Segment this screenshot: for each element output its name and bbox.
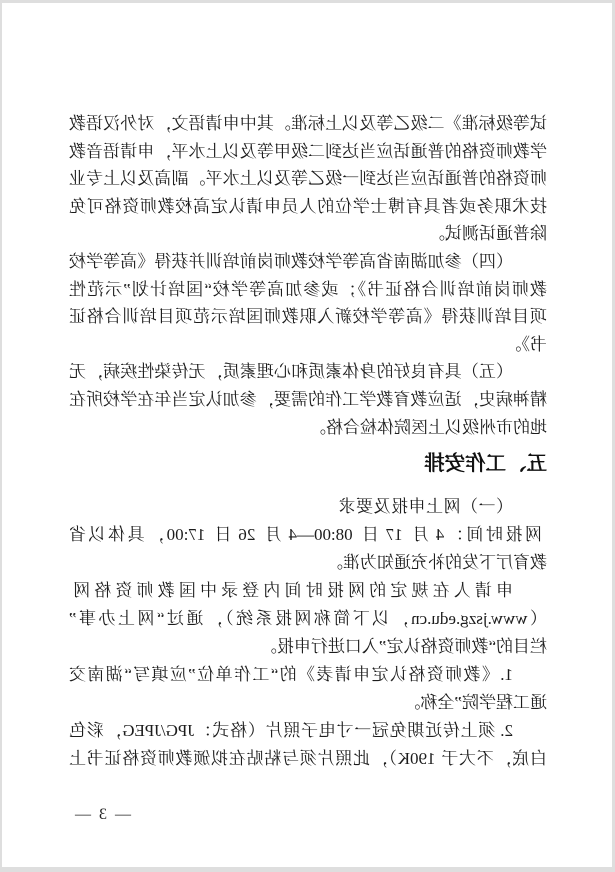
text-line: （一）网上申报及要求 xyxy=(338,497,513,517)
text-line: 教师岗前培训合格证书》；或参加高等学校“国培计划”示范性 xyxy=(69,279,547,299)
text-line: 栏目的“教师资格认定”入口进行申报。 xyxy=(259,637,547,657)
paragraph-block-lower xyxy=(69,493,547,773)
page-number: — 3 — xyxy=(73,806,131,824)
text-line: 书》。 xyxy=(504,334,547,354)
text-line: 白底，不大于 190K），此照片须与粘贴在拟颁教师资格证书上 xyxy=(69,749,547,769)
text-line: 学教师资格的普通话应当达到二级甲等及以上水平，申请语音教 xyxy=(69,141,547,161)
text-line: 地的市州级以上医院体检合格。 xyxy=(309,417,547,437)
text-line: 2. 须上传近期免冠一寸电子照片（格式：JPG/JPEG，彩色 xyxy=(69,721,513,741)
document-body xyxy=(69,110,547,825)
text-line: 项目培训获得《高等学校新入职教师国培示范项目培训合格证 xyxy=(69,307,547,327)
text-line: （五）具有良好的身体素质和心理素质，无传染性疾病，无 xyxy=(69,362,513,382)
text-line: 精神病史，适应教育教学工作的需要，参加认定当年在学校所在 xyxy=(69,389,547,409)
text-line: 试等级标准》二级乙等及以上标准。其中申请语文，对外汉语教 xyxy=(69,114,547,133)
paragraph-block-upper xyxy=(69,110,547,477)
text-line: 除普通话测试。 xyxy=(428,224,547,244)
mirrored-scan-layer xyxy=(2,3,612,867)
text-line: 通工程学院”全称。 xyxy=(403,693,547,713)
text-line: 师资格的普通话应当达到一级乙等及以上水平。副高及以上专业 xyxy=(69,169,547,189)
text-line: 教育厅下发的补充通知为准。 xyxy=(326,553,547,573)
text-line: 技术职务或者具有博士学位的人员申请认定高校教师资格可免 xyxy=(69,196,547,216)
document-page xyxy=(2,3,612,867)
section-heading: 五、工作安排 xyxy=(424,452,547,476)
text-line: 网报时间：4 月 17 日 08:00—4 月 26 日 17:00，具体以省 xyxy=(69,525,542,545)
text-line: （www.jszg.edu.cn，以下简称网报系统），通过“网上办事” xyxy=(69,609,547,629)
text-line: 1.《教师资格认定申请表》的“工作单位”应填写“湖南交 xyxy=(69,665,513,685)
text-line: 申请人在规定的网报时间内登录中国教师资格网 xyxy=(69,581,513,601)
text-line: （四）参加湖南省高等学校教师岗前培训并获得《高等学校 xyxy=(69,251,513,271)
